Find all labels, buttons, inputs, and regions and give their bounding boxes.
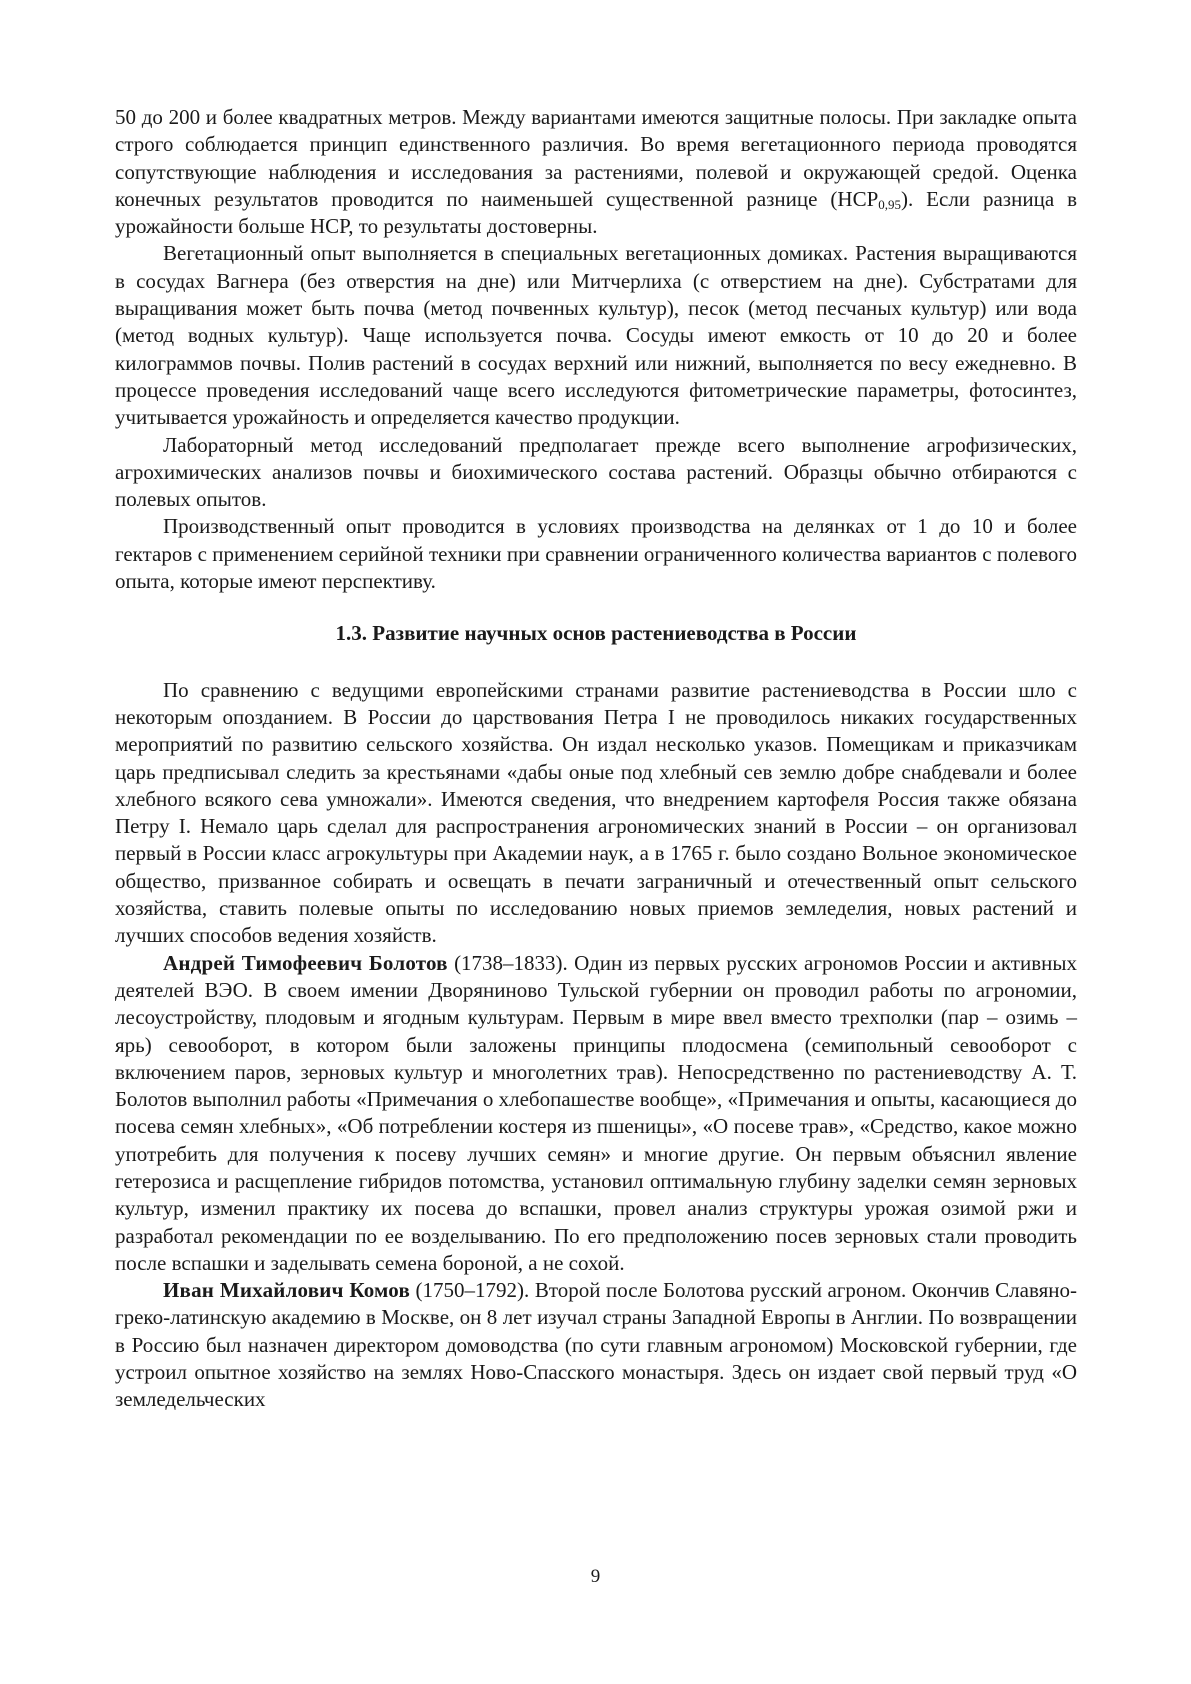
paragraph-vegetation-experiment: Вегетационный опыт выполняется в специальных вегетационных домиках. Растения выращиваются в сосудах Вагнера (без отверстия на дне) или Митчерлиха (с отверстием на дне). Субстратами для выращивания может быть почва (метод почвенных культур), песок (метод песчаных культур) или вода (метод водных культур). Чаще используется почва. Сосуды имеют емкость от 10 до 20 и более килограммов почвы. Полив растений в сосудах верхний или нижний, выполняется по весу ежедневно. В процессе проведения исследований чаще всего исследуются фитометрические параметры, фотосинтез, учитывается урожайность и определяется качество продукции. — [115, 241, 1077, 430]
subscript-confidence-level: 0,95 — [878, 196, 901, 212]
page-body — [115, 104, 1077, 1414]
paragraph-text: (1750–1792). Второй после Болотова русский агроном. Окончив Славяно-греко-латинскую академию в Москве, он 8 лет изучал страны Западной Европы в Англии. По возвращении в Россию был назначен директором домоводства (по сути главным агрономом) Московской губернии, где устроил опытное хозяйство на землях Ново-Спасского монастыря. Здесь он издает свой первый труд «О земледельческих — [115, 1278, 1077, 1412]
paragraph-text: ). Если разница в урожайности больше НСР, то результаты достоверны. — [115, 186, 1077, 239]
person-name-komov: Иван Михайлович Комов — [163, 1278, 410, 1303]
paragraph-field-experiment-continued — [115, 104, 1077, 240]
paragraph-laboratory-method: Лабораторный метод исследований предполагает прежде всего выполнение агрофизических, агрохимических анализов почвы и биохимического состава растений. Образцы обычно отбираются с полевых опытов. — [115, 432, 1077, 512]
paragraph-text: 50 до 200 и более квадратных метров. Между вариантами имеются защитные полосы. При закладке опыта строго соблюдается принцип единственного различия. Во время вегетационного периода проводятся сопутствующие наблюдения и исследования за растениями, полевой и окружающей средой. Оценка конечных результатов проводится по наименьшей существенной разнице (НСР — [115, 105, 1077, 211]
paragraph-komov — [115, 1277, 1077, 1413]
person-name-bolotov: Андрей Тимофеевич Болотов — [163, 950, 448, 975]
paragraph-history-intro: По сравнению с ведущими европейскими странами развитие растениеводства в России шло с некоторым опозданием. В России до царствования Петра I не проводилось никаких государственных мероприятий по развитию сельского хозяйства. Он издал несколько указов. Помещикам и приказчикам царь предписывал следить за крестьянами «дабы оные под хлебный сев землю добре снабдевали и более хлебного всякого сева умножали». Имеются сведения, что внедрением картофеля Россия также обязана Петру I. Немало царь сделал для распространения агрономических знаний в России – он организовал первый в России класс агрокультуры при Академии наук, а в 1765 г. было создано Вольное экономическое общество, призванное собирать и освещать в печати заграничный и отечественный опыт сельского хозяйства, ставить полевые опыты по исследованию новых приемов земледелия, новых растений и лучших способов ведения хозяйств. — [115, 677, 1077, 948]
paragraph-bolotov — [115, 950, 1077, 1278]
paragraph-text: (1738–1833). Один из первых русских агрономов России и активных деятелей ВЭО. В своем имении Дворяниново Тульской губернии он проводил работы по агрономии, лесоустройству, плодовым и ягодным культурам. Первым в мире ввел вместо трехполки (пар – озимь – ярь) севооборот, в котором были заложены принципы плодосмена (семипольный севооборот с включением паров, зерновых культур и многолетних трав). Непосредственно по растениеводству А. Т. Болотов выполнил работы «Примечания о хлебопашестве вообще», «Примечания и опыты, касающиеся до посева семян хлебных», «Об потреблении костеря из пшеницы», «О посеве трав», «Средство, какое можно употребить для получения к посеву лучших семян» и многие другие. Он первым объяснил явление гетерозиса и расщепление гибридов потомства, установил оптимальную глубину заделки семян зерновых культур, изменил практику их посева до вспашки, провел анализ структуры урожая озимой ржи и разработал рекомендации по ее возделыванию. По его предположению посев зерновых стали проводить после вспашки и заделывать семена бороной, а не сохой. — [115, 950, 1077, 1275]
section-heading: 1.3. Развитие научных основ растениеводства в России — [335, 621, 857, 646]
paragraph-production-experiment: Производственный опыт проводится в условиях производства на делянках от 1 до 10 и более гектаров с применением серийной техники при сравнении ограниченного количества вариантов с полевого опыта, которые имеют перспективу. — [115, 514, 1077, 594]
page-number: 9 — [590, 1566, 601, 1587]
